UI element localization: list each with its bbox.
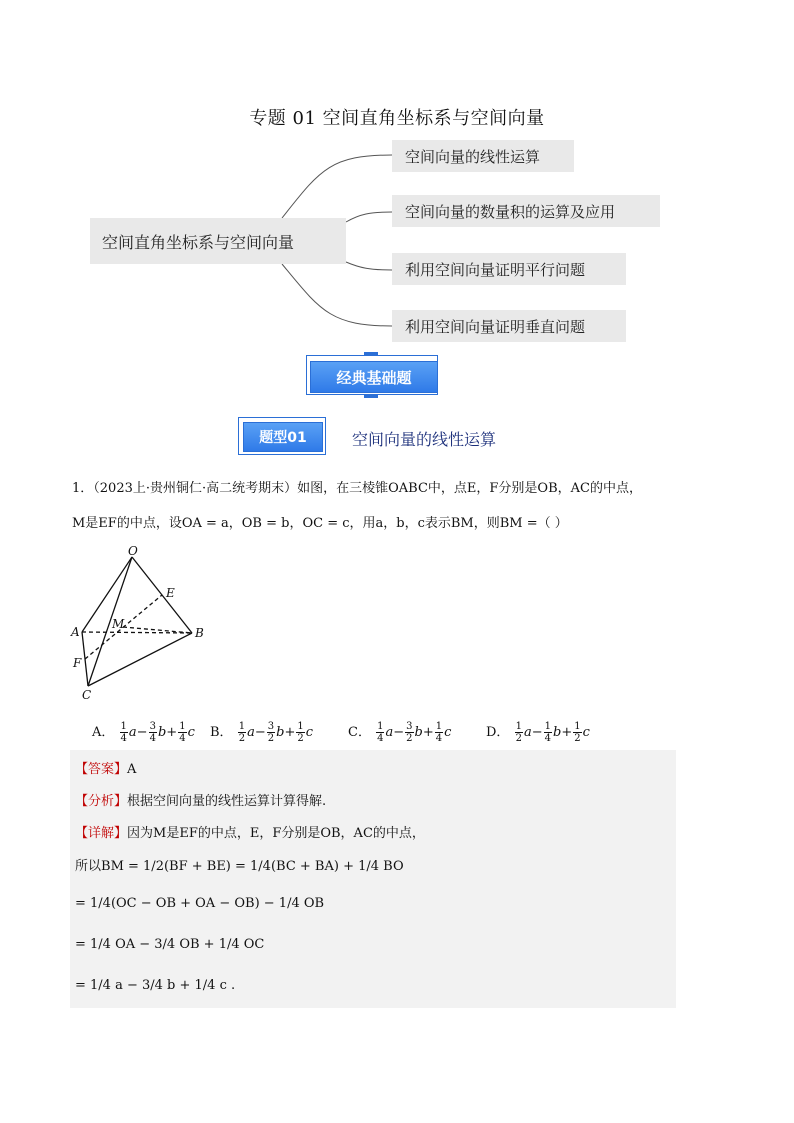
analysis-line bbox=[75, 790, 326, 809]
analysis-tag: 【分析】 bbox=[75, 794, 128, 809]
detail-text: 因为M是EF的中点，E，F分别是OB，AC的中点， bbox=[127, 826, 425, 841]
choice-A[interactable]: A． $\frac{1}{4}$ a− $\frac{3}{4}$ b+ $\frac{1}{4}$ c bbox=[92, 721, 195, 744]
section-banner-label: 经典基础题 bbox=[310, 361, 438, 393]
choice-C[interactable]: C． $\frac{1}{4}$ a− $\frac{3}{2}$ b+ $\frac{1}{4}$ c bbox=[348, 721, 452, 744]
step-1: 所以BM = 1/2(BF + BE) = 1/4(BC + BA) + 1/4 BO bbox=[75, 859, 404, 874]
label-A: A bbox=[71, 625, 80, 639]
mindmap-child-3: 利用空间向量证明平行问题 bbox=[392, 253, 626, 285]
question-line-1: 1．（2023上·贵州铜仁·高二统考期末）如图，在三棱锥OABC中，点E，F分别是OB，AC的中点， bbox=[72, 481, 642, 496]
choice-B[interactable]: B． $\frac{1}{2}$ a− $\frac{3}{2}$ b+ $\frac{1}{2}$ c bbox=[210, 721, 314, 744]
answer-tag: 【答案】 bbox=[75, 762, 128, 777]
mindmap-root: 空间直角坐标系与空间向量 bbox=[90, 218, 346, 264]
answer-value: A bbox=[127, 762, 137, 777]
label-C: C bbox=[82, 688, 92, 702]
detail-line bbox=[75, 822, 425, 841]
step-2: = 1/4(OC − OB + OA − OB) − 1/4 OB bbox=[75, 896, 325, 911]
question-line-2: M是EF的中点，设OA = a，OB = b，OC = c，用a，b，c表示BM，则BM =（ ） bbox=[72, 516, 568, 531]
detail-tag: 【详解】 bbox=[75, 826, 128, 841]
section-banner bbox=[306, 355, 440, 397]
answer-line bbox=[75, 758, 136, 777]
step-4: = 1/4 a − 3/4 b + 1/4 c . bbox=[75, 978, 236, 993]
mindmap-connectors bbox=[0, 0, 794, 360]
label-F: F bbox=[73, 656, 82, 670]
label-E: E bbox=[166, 586, 175, 600]
mindmap-child-1: 空间向量的线性运算 bbox=[392, 140, 574, 172]
mindmap-child-4: 利用空间向量证明垂直问题 bbox=[392, 310, 626, 342]
label-B: B bbox=[195, 626, 204, 640]
banner-tick-top bbox=[364, 352, 378, 356]
type-title: 空间向量的线性运算 bbox=[352, 430, 497, 449]
choice-D[interactable]: D． $\frac{1}{2}$ a− $\frac{1}{4}$ b+ $\frac{1}{2}$ c bbox=[486, 721, 590, 744]
page-title: 专题 01 空间直角坐标系与空间向量 bbox=[249, 108, 545, 129]
label-M: M bbox=[112, 617, 125, 631]
mindmap-child-2: 空间向量的数量积的运算及应用 bbox=[392, 195, 660, 227]
type-badge bbox=[238, 417, 328, 457]
label-O: O bbox=[128, 544, 138, 558]
type-badge-label: 题型01 bbox=[243, 422, 323, 452]
tetrahedron-figure bbox=[66, 543, 216, 705]
answer-box bbox=[70, 750, 676, 1008]
analysis-text: 根据空间向量的线性运算计算得解. bbox=[127, 794, 327, 809]
step-3: = 1/4 OA − 3/4 OB + 1/4 OC bbox=[75, 937, 265, 952]
banner-tick-bottom bbox=[364, 394, 378, 398]
